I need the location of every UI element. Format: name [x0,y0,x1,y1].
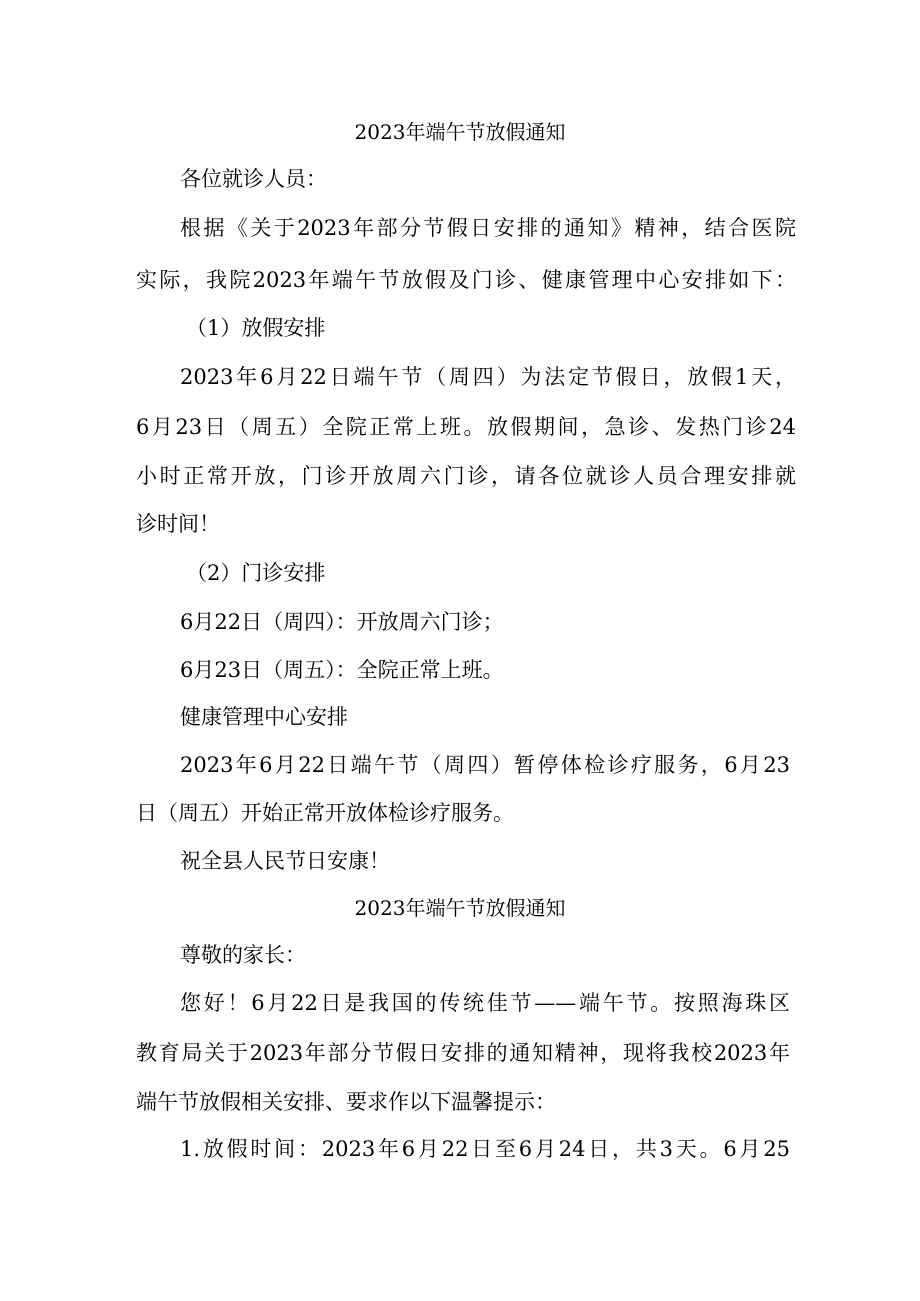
notice1-section2-heading: （2）门诊安排 [186,561,326,585]
notice1-section1-line-3: 小时正常开放，门诊开放周六门诊，请各位就诊人员合理安排就 [136,464,796,488]
notice2-intro-line-1: 您好！6月22日是我国的传统佳节——端午节。按照海珠区 [180,991,790,1015]
notice1-section1-heading: （1）放假安排 [186,316,326,340]
notice1-closing: 祝全县人民节日安康！ [180,849,390,873]
notice2-title: 2023年端午节放假通知 [354,896,566,920]
notice1-intro-line-2: 实际，我院2023年端午节放假及门诊、健康管理中心安排如下： [136,268,796,292]
notice1-section1-line-2: 6月23日（周五）全院正常上班。放假期间，急诊、发热门诊24 [136,415,796,439]
notice2-salutation: 尊敬的家长： [180,943,306,967]
notice2-item-1: 1.放假时间：2023年6月22日至6月24日，共3天。6月25 [180,1137,790,1161]
notice1-section3-heading: 健康管理中心安排 [180,705,348,729]
notice1-section1-line-4: 诊时间！ [136,512,220,536]
notice1-intro-line-1: 根据《关于2023年部分节假日安排的通知》精神，结合医院 [180,216,796,240]
notice1-title: 2023年端午节放假通知 [354,120,566,144]
notice1-section1-line-1: 2023年6月22日端午节（周四）为法定节假日，放假1天， [180,365,796,389]
notice2-intro-line-3: 端午节放假相关安排、要求作以下温馨提示： [136,1090,556,1114]
notice1-section3-line-2: 日（周五）开始正常开放体检诊疗服务。 [136,801,514,825]
notice1-section2-item-2: 6月23日（周五）：全院正常上班。 [180,658,504,682]
notice1-section3-line-1: 2023年6月22日端午节（周四）暂停体检诊疗服务，6月23 [180,753,790,777]
notice1-section2-item-1: 6月22日（周四）：开放周六门诊； [180,610,504,634]
notice2-intro-line-2: 教育局关于2023年部分节假日安排的通知精神，现将我校2023年 [136,1041,790,1065]
notice1-salutation: 各位就诊人员： [180,167,327,191]
